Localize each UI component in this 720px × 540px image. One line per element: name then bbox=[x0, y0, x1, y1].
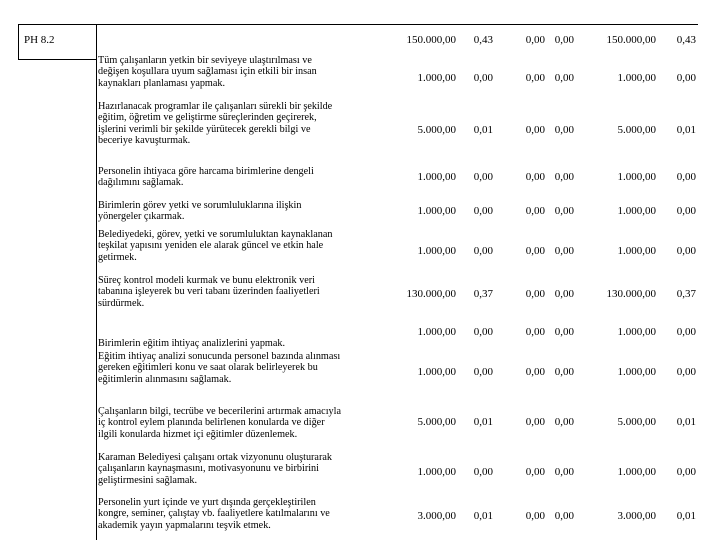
value-cell: 0,43 bbox=[676, 34, 696, 46]
table-left-border bbox=[18, 24, 19, 60]
value-cell: 0,01 bbox=[676, 416, 696, 428]
description-line: kaynakları planlaması yapmak. bbox=[98, 77, 226, 89]
value-cell: 0,00 bbox=[676, 72, 696, 84]
value-cell: 0,00 bbox=[525, 34, 545, 46]
value-cell: 0,00 bbox=[473, 171, 493, 183]
description-line: geliştirmesini sağlamak. bbox=[98, 474, 198, 486]
description-line: yönergeler çıkarmak. bbox=[98, 211, 185, 223]
value-cell: 0,01 bbox=[676, 510, 696, 522]
value-cell: 0,00 bbox=[554, 466, 574, 478]
value-cell: 0,00 bbox=[676, 326, 696, 338]
description-line: gereken eğitimleri konu ve saat olarak belirleyerek bu bbox=[98, 362, 318, 374]
value-cell: 1.000,00 bbox=[417, 72, 456, 84]
value-cell: 0,00 bbox=[554, 205, 574, 217]
description-line: Süreç kontrol modeli kurmak ve bunu elektronik veri bbox=[98, 275, 315, 286]
value-cell: 1.000,00 bbox=[617, 72, 656, 84]
value-cell: 0,00 bbox=[554, 72, 574, 84]
value-cell: 5.000,00 bbox=[617, 416, 656, 428]
value-cell: 0,00 bbox=[676, 171, 696, 183]
value-cell: 130.000,00 bbox=[606, 288, 656, 300]
value-cell: 0,00 bbox=[554, 366, 574, 378]
description-line: Birimlerin eğitim ihtiyaç analizlerini yapmak. bbox=[98, 338, 285, 349]
description-line: Eğitim ihtiyaç analizi sonucunda personel bazında alınması bbox=[98, 351, 341, 362]
value-cell: 0,00 bbox=[676, 466, 696, 478]
value-cell: 1.000,00 bbox=[417, 366, 456, 378]
value-cell: 1.000,00 bbox=[417, 205, 456, 217]
value-cell: 0,00 bbox=[525, 245, 545, 257]
description-line: Personelin yurt içinde ve yurt dışında gerçekleştirilen bbox=[98, 497, 316, 508]
value-cell: 0,37 bbox=[676, 288, 696, 300]
value-cell: 0,00 bbox=[525, 171, 545, 183]
value-cell: 0,00 bbox=[473, 366, 493, 378]
description-column-border bbox=[96, 24, 97, 540]
value-cell: 150.000,00 bbox=[406, 34, 456, 46]
description-line: beceriye kavuşturmak. bbox=[98, 135, 191, 147]
description-line: Hazırlanacak programlar ile çalışanları sürekli bir şekilde bbox=[98, 101, 333, 112]
value-cell: 5.000,00 bbox=[417, 124, 456, 136]
description-line: Tüm çalışanların yetkin bir seviyeye ulaştırılması ve bbox=[98, 55, 312, 66]
value-cell: 5.000,00 bbox=[417, 416, 456, 428]
value-cell: 0,01 bbox=[676, 124, 696, 136]
value-cell: 0,00 bbox=[525, 72, 545, 84]
value-cell: 3.000,00 bbox=[617, 510, 656, 522]
description-line: Çalışanların bilgi, tecrübe ve becerilerini artırmak amacıyla bbox=[98, 406, 341, 417]
value-cell: 0,00 bbox=[554, 288, 574, 300]
value-cell: 1.000,00 bbox=[417, 326, 456, 338]
value-cell: 0,00 bbox=[525, 416, 545, 428]
value-cell: 0,00 bbox=[525, 205, 545, 217]
value-cell: 1.000,00 bbox=[617, 366, 656, 378]
description-line: kongre, seminer, çalıştay vb. faaliyetlere katılmalarını ve bbox=[98, 508, 330, 520]
value-cell: 1.000,00 bbox=[617, 205, 656, 217]
value-cell: 1.000,00 bbox=[617, 326, 656, 338]
value-cell: 0,01 bbox=[473, 416, 493, 428]
description-line: eğitim, öğretim ve geliştirme süreçlerinden geçirerek, bbox=[98, 112, 317, 124]
value-cell: 0,43 bbox=[473, 34, 493, 46]
description-line: değişen koşullara uyum sağlaması için etkili bir insan bbox=[98, 66, 317, 78]
value-cell: 0,00 bbox=[554, 416, 574, 428]
code-row-bottom-border bbox=[18, 59, 96, 60]
description-line: akademik yayın yapmalarını teşvik etmek. bbox=[98, 519, 271, 531]
description-line: eğitimlerin alınmasını sağlamak. bbox=[98, 373, 232, 385]
value-cell: 0,00 bbox=[473, 466, 493, 478]
performance-code: PH 8.2 bbox=[24, 34, 55, 46]
value-cell: 1.000,00 bbox=[617, 245, 656, 257]
value-cell: 0,00 bbox=[554, 326, 574, 338]
description-line: Belediyedeki, görev, yetki ve sorumluluktan kaynaklanan bbox=[98, 229, 333, 240]
description-line: dağılımını sağlamak. bbox=[98, 177, 184, 189]
value-cell: 0,00 bbox=[525, 326, 545, 338]
description-line: getirmek. bbox=[98, 251, 137, 263]
value-cell: 0,00 bbox=[676, 366, 696, 378]
description-line: teşkilat yapısını yeniden ele alarak güncel ve etkin hale bbox=[98, 240, 324, 252]
value-cell: 0,01 bbox=[473, 510, 493, 522]
value-cell: 0,00 bbox=[473, 205, 493, 217]
value-cell: 0,00 bbox=[554, 171, 574, 183]
description-line: iç kontrol eylem planında belirlenen konularda ve diğer bbox=[98, 417, 325, 429]
description-line: Karaman Belediyesi çalışanı ortak vizyonunu oluşturarak bbox=[98, 452, 332, 463]
description-line: çalışanların kaynaşmasını, motivasyonunu ve birbirini bbox=[98, 463, 319, 475]
description-line: sürdürmek. bbox=[98, 297, 145, 309]
value-cell: 0,00 bbox=[525, 288, 545, 300]
table-top-border bbox=[18, 24, 698, 25]
value-cell: 0,00 bbox=[525, 366, 545, 378]
value-cell: 5.000,00 bbox=[617, 124, 656, 136]
description-line: tabanına işleyerek bu veri tabanı üzerinden faaliyetleri bbox=[98, 286, 320, 298]
value-cell: 150.000,00 bbox=[606, 34, 656, 46]
value-cell: 130.000,00 bbox=[406, 288, 456, 300]
value-cell: 3.000,00 bbox=[417, 510, 456, 522]
value-cell: 1.000,00 bbox=[417, 171, 456, 183]
value-cell: 0,00 bbox=[554, 34, 574, 46]
value-cell: 1.000,00 bbox=[417, 245, 456, 257]
value-cell: 0,00 bbox=[554, 510, 574, 522]
value-cell: 0,00 bbox=[676, 245, 696, 257]
description-line: Personelin ihtiyaca göre harcama birimlerine dengeli bbox=[98, 166, 314, 177]
description-line: işlerini verimli bir şekilde yürütecek gerekli bilgi ve bbox=[98, 123, 311, 135]
value-cell: 0,00 bbox=[525, 510, 545, 522]
value-cell: 0,00 bbox=[554, 245, 574, 257]
value-cell: 0,37 bbox=[473, 288, 493, 300]
value-cell: 0,01 bbox=[473, 124, 493, 136]
value-cell: 1.000,00 bbox=[617, 466, 656, 478]
value-cell: 1.000,00 bbox=[417, 466, 456, 478]
value-cell: 0,00 bbox=[473, 326, 493, 338]
value-cell: 0,00 bbox=[676, 205, 696, 217]
value-cell: 0,00 bbox=[525, 466, 545, 478]
value-cell: 0,00 bbox=[525, 124, 545, 136]
description-line: ilgili konularda hizmet içi eğitimler düzenlemek. bbox=[98, 428, 298, 440]
description-line: Birimlerin görev yetki ve sorumluluklarına ilişkin bbox=[98, 200, 302, 211]
value-cell: 0,00 bbox=[473, 245, 493, 257]
value-cell: 1.000,00 bbox=[617, 171, 656, 183]
value-cell: 0,00 bbox=[554, 124, 574, 136]
value-cell: 0,00 bbox=[473, 72, 493, 84]
